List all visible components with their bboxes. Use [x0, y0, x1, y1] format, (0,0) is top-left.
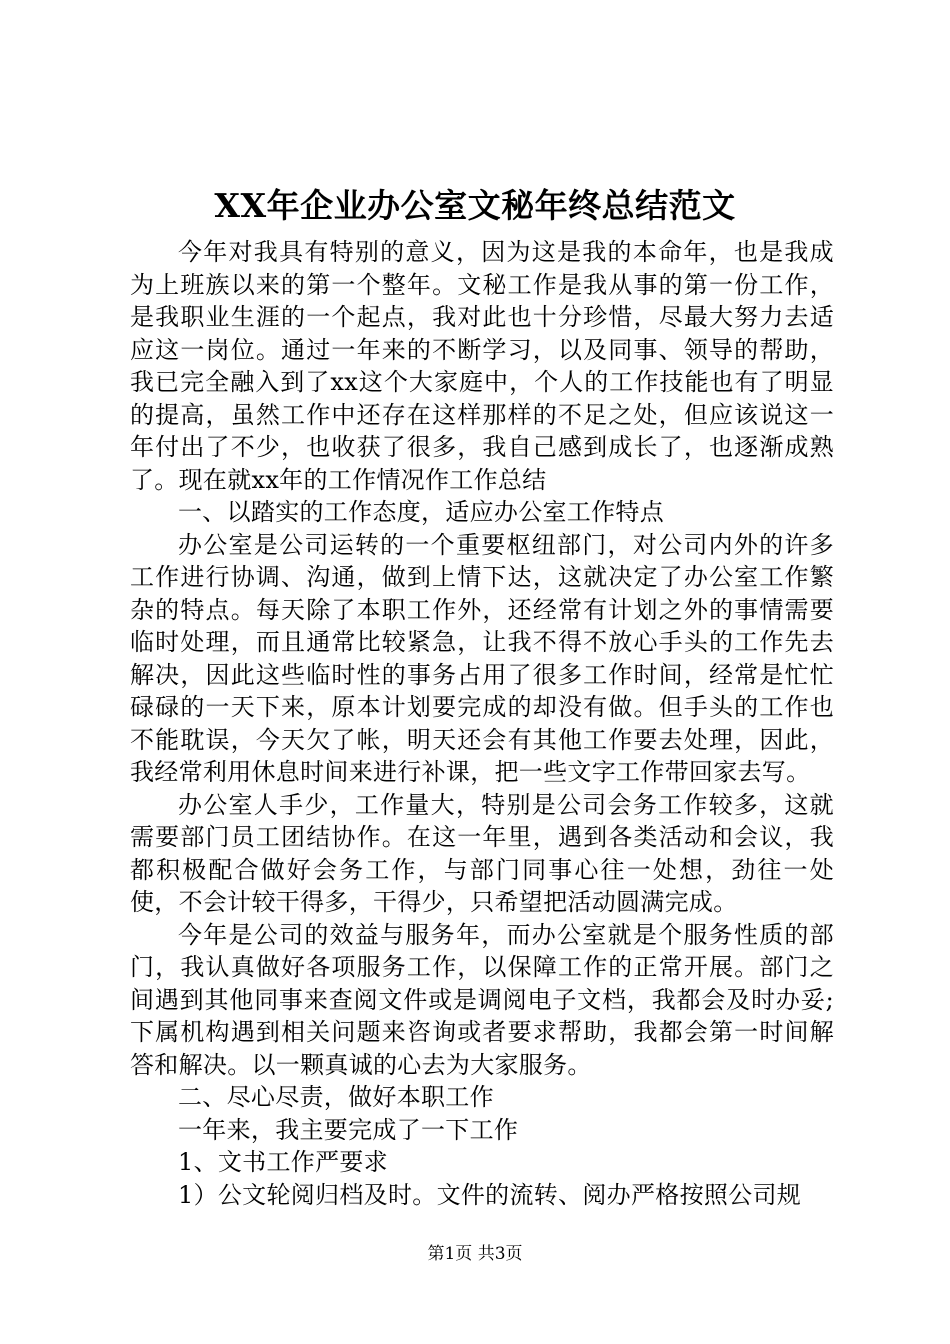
subsection-heading: 1、文书工作严要求: [178, 1148, 388, 1176]
page-footer: 第1页 共3页: [427, 1244, 523, 1264]
paragraph: 今年对我具有特别的意义，因为这是我的本命年，也是我成为上班族以来的第一个整年。文秘工作是我从事的第一份工作，是我职业生涯的一个起点，我对此也十分珍惜，尽最大努力去适应这一岗位。通过一年来的不断学习，以及同事、领导的帮助，我已完全融入到了xx这个大家庭中，个人的工作技能也有了明显的提高，虽然工作中还存在这样那样的不足之处，但应该说这一年付出了不少，也收获了很多，我自己感到成长了，也逐渐成熟了。现在就xx年的工作情况作工作总结: [130, 238, 834, 494]
document-body: [130, 236, 834, 1211]
document-title: XX年企业办公室文秘年终总结范文: [214, 186, 736, 225]
paragraph: 办公室是公司运转的一个重要枢纽部门，对公司内外的许多工作进行协调、沟通，做到上情下达，这就决定了办公室工作繁杂的特点。每天除了本职工作外，还经常有计划之外的事情需要临时处理，而且通常比较紧急，让我不得不放心手头的工作先去解决，因此这些临时性的事务占用了很多工作时间，经常是忙忙碌碌的一天下来，原本计划要完成的却没有做。但手头的工作也不能耽误，今天欠了帐，明天还会有其他工作要去处理，因此，我经常利用休息时间来进行补课，把一些文字工作带回家去写。: [130, 530, 834, 786]
section-heading: 一、以踏实的工作态度，适应办公室工作特点: [178, 498, 664, 526]
paragraph: 一年来，我主要完成了一下工作: [178, 1115, 519, 1144]
paragraph: 办公室人手少，工作量大，特别是公司会务工作较多，这就需要部门员工团结协作。在这一年里，遇到各类活动和会议，我都积极配合做好会务工作，与部门同事心往一处想，劲往一处使，不会计较干得多，干得少，只希望把活动圆满完成。: [130, 790, 834, 916]
paragraph: 1）公文轮阅归档及时。文件的流转、阅办严格按照公司规: [178, 1180, 802, 1209]
section-heading: 二、尽心尽责，做好本职工作: [178, 1083, 494, 1111]
paragraph: 今年是公司的效益与服务年，而办公室就是个服务性质的部门，我认真做好各项服务工作，以保障工作的正常开展。部门之间遇到其他同事来查阅文件或是调阅电子文档，我都会及时办妥;下属机构遇到相关问题来咨询或者要求帮助，我都会第一时间解答和解决。以一颗真诚的心去为大家服务。: [130, 920, 834, 1079]
